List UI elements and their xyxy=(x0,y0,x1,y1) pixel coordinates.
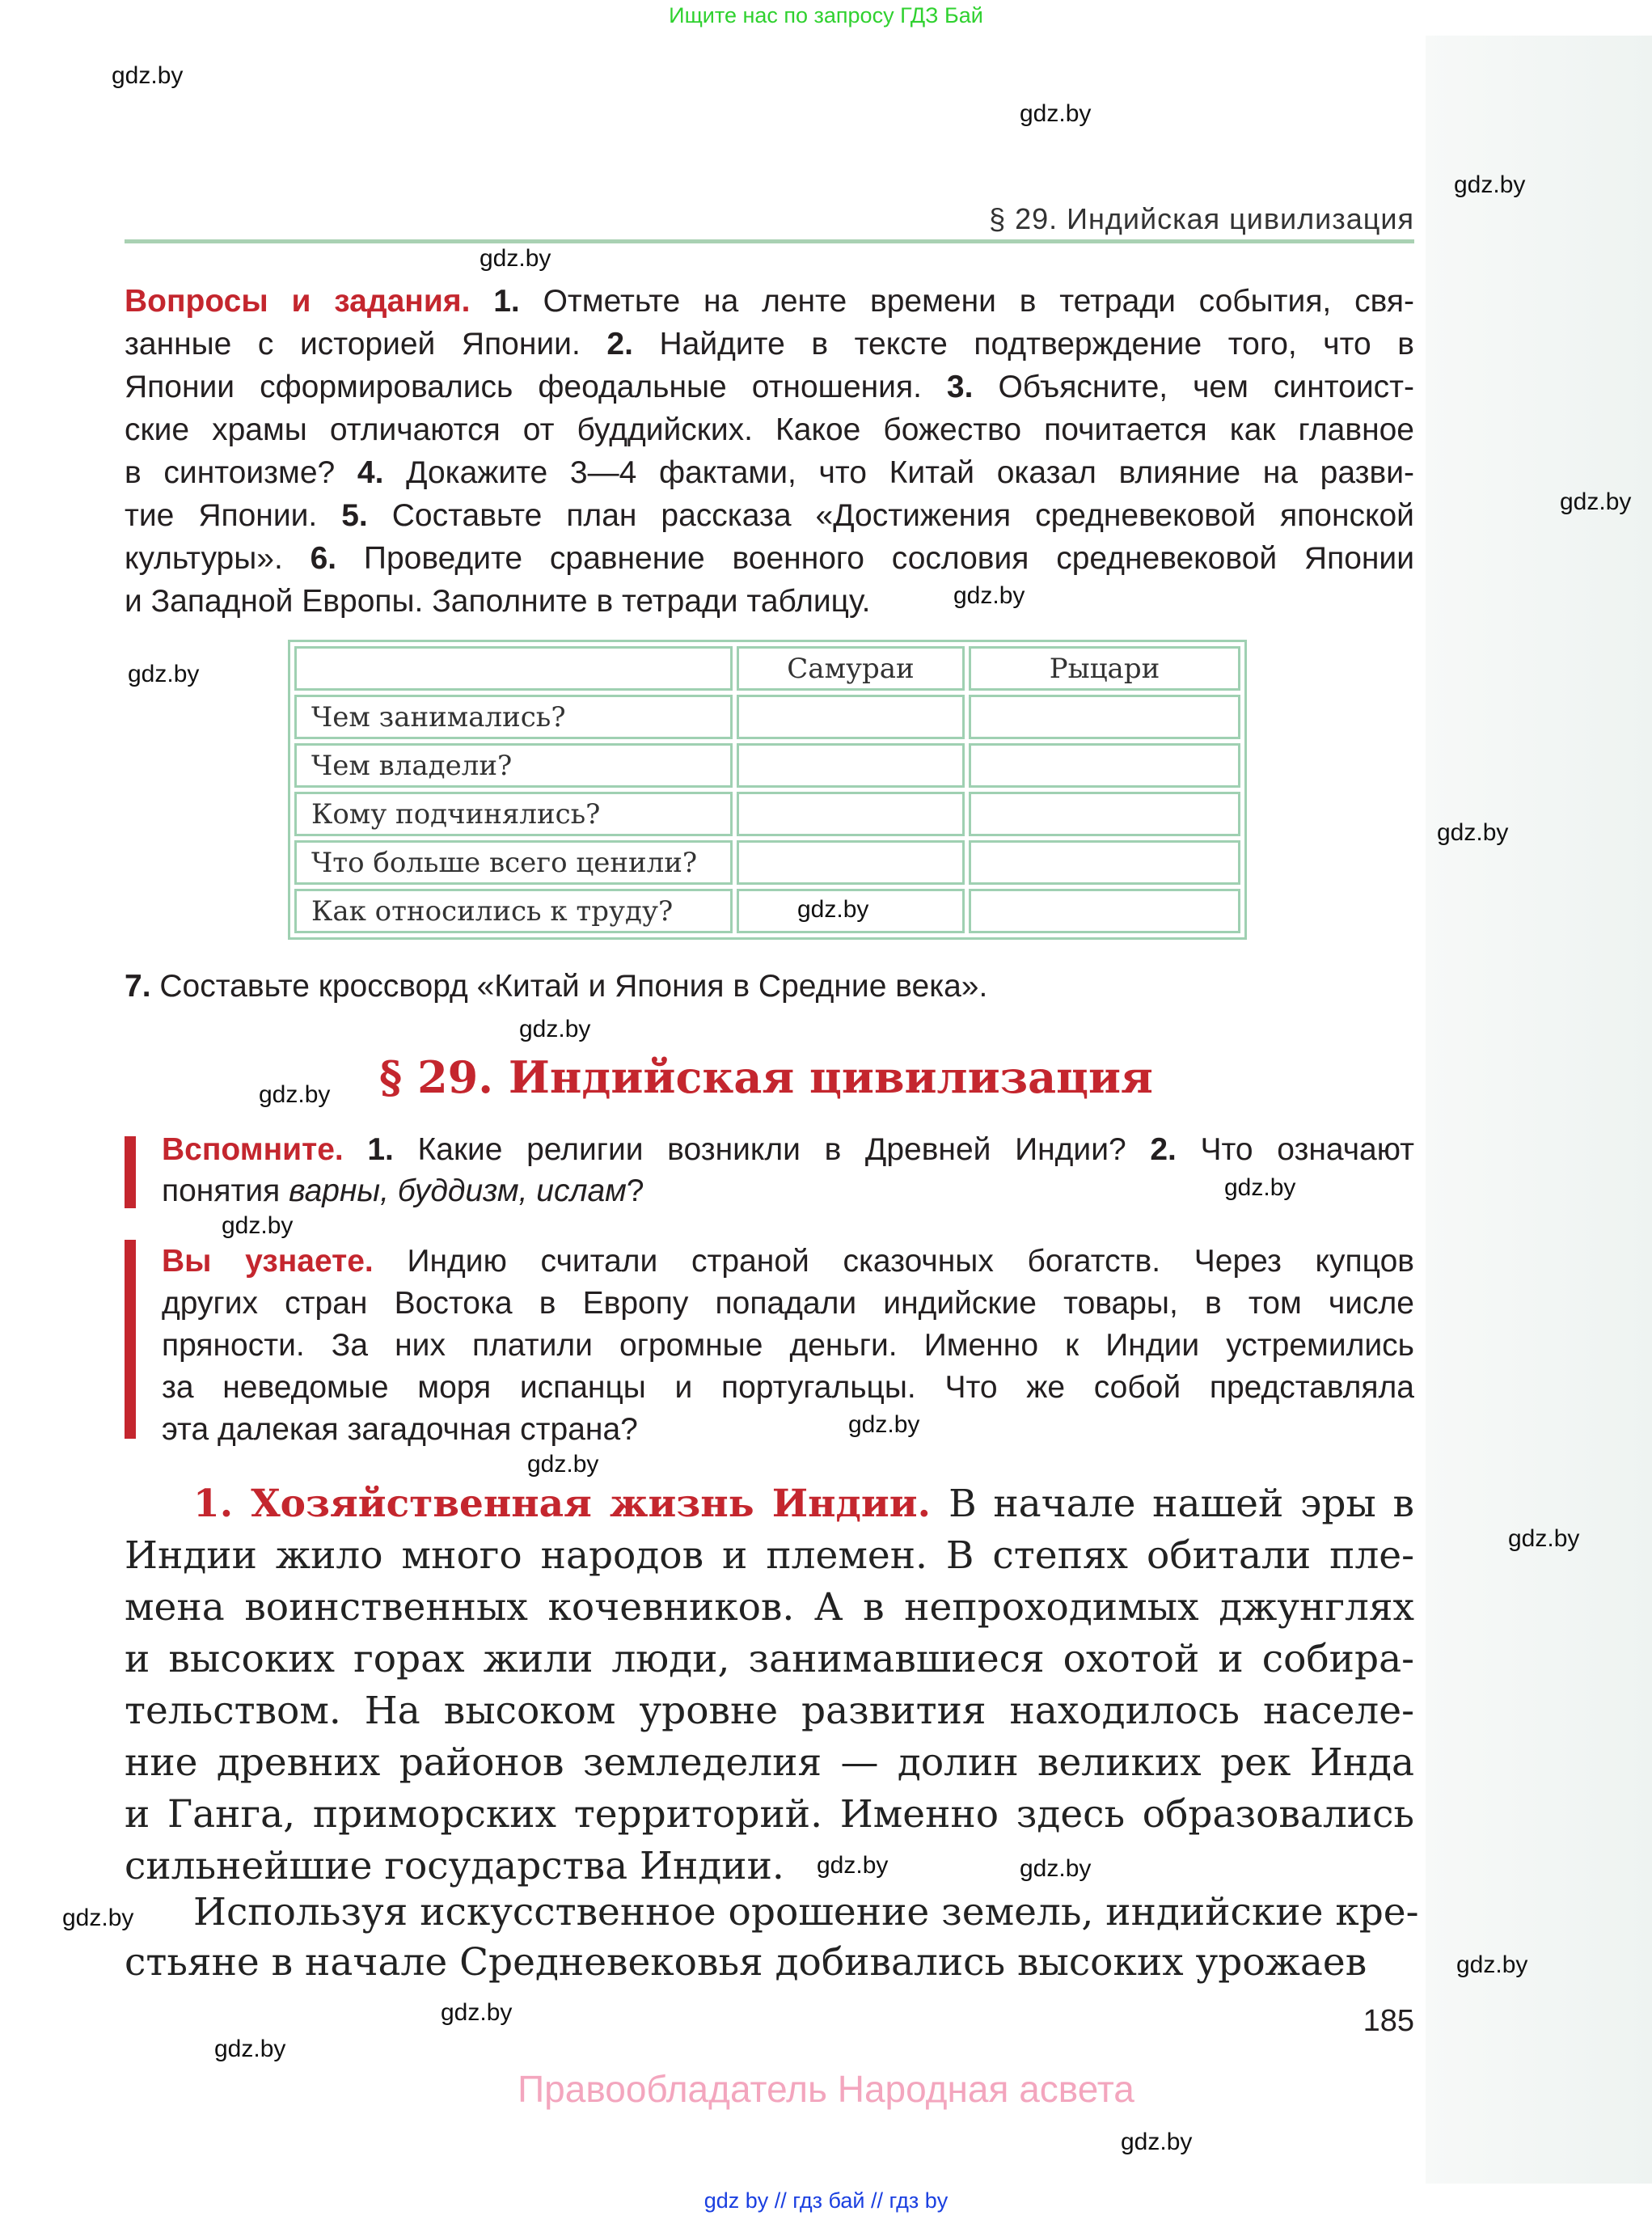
text-segment: Какие религии возникли в Древней Индии? xyxy=(417,1132,1151,1167)
watermark: gdz.by xyxy=(1508,1525,1580,1552)
text-segment: варны, буддизм, ислам xyxy=(289,1173,627,1208)
text-segment: тие Японии. xyxy=(125,498,342,533)
text-line xyxy=(125,1530,1414,1582)
learn-block xyxy=(162,1241,1414,1451)
text-line xyxy=(125,1582,1414,1634)
watermark: gdz.by xyxy=(1020,100,1092,127)
text-segment: Отметьте на ленте времени в тетради события, свя- xyxy=(543,284,1414,319)
text-line xyxy=(125,1938,1414,1988)
task-7-text: Составьте кроссворд «Китай и Япония в Средние века». xyxy=(159,969,988,1004)
row-question: Как относились к труду? xyxy=(294,889,733,933)
text-segment: Проведите сравнение военного сословия средневековой Японии xyxy=(363,541,1414,576)
samurai-cell xyxy=(737,743,965,788)
text-segment: и высоких горах жили люди, занимавшиеся охотой и собира- xyxy=(125,1637,1414,1681)
watermark: gdz.by xyxy=(1224,1174,1296,1201)
text-segment: Составьте план рассказа «Достижения средневековой японской xyxy=(391,498,1414,533)
section-heading: § 29. Индийская цивилизация xyxy=(379,1051,1153,1103)
text-segment: 2. xyxy=(606,327,660,362)
lead-in-label: Вопросы и задания. xyxy=(125,284,494,319)
text-line xyxy=(125,280,1414,323)
text-line xyxy=(125,580,1414,623)
text-segment: за неведомые моря испанцы и португальцы. Что же собой представляла xyxy=(162,1370,1414,1405)
text-segment: Японии сформировались феодальные отношения. xyxy=(125,370,947,404)
text-segment: и Западной Европы. Заполните в тетради таблицу. xyxy=(125,584,871,619)
text-segment: Что означают xyxy=(1200,1132,1414,1167)
copyright-notice: Правообладатель Народная асвета xyxy=(518,2068,1134,2110)
watermark: gdz.by xyxy=(480,245,551,272)
body-paragraph-2 xyxy=(125,1888,1419,1988)
text-line xyxy=(162,1367,1414,1409)
text-segment: эта далекая загадочная страна? xyxy=(162,1412,638,1447)
text-line xyxy=(125,323,1414,366)
watermark: gdz.by xyxy=(1454,171,1526,198)
text-segment: мена воинственных кочевников. А в непроходимых джунглях xyxy=(125,1585,1414,1630)
watermark: gdz.by xyxy=(259,1081,331,1108)
text-line xyxy=(125,408,1414,451)
knights-cell xyxy=(969,695,1240,739)
text-segment: тельством. На высоком уровне развития находилось населе- xyxy=(125,1689,1414,1733)
text-segment: 2. xyxy=(1150,1132,1201,1167)
remember-bar xyxy=(125,1136,136,1208)
text-segment: стьяне в начале Средневековья добивались высоких урожаев xyxy=(125,1940,1367,1985)
learn-bar xyxy=(125,1240,136,1439)
watermark: gdz.by xyxy=(112,62,184,89)
text-segment: Индии жило много народов и племен. В степях обитали пле- xyxy=(125,1533,1414,1578)
text-segment: ? xyxy=(626,1173,644,1208)
knights-cell xyxy=(969,889,1240,933)
watermark: gdz.by xyxy=(797,896,869,923)
top-banner[interactable]: Ищите нас по запросу ГДЗ Бай xyxy=(669,3,983,27)
watermark: gdz.by xyxy=(441,1999,513,2026)
knights-cell xyxy=(969,743,1240,788)
text-line xyxy=(125,1789,1414,1841)
knights-cell xyxy=(969,840,1240,885)
watermark: gdz.by xyxy=(1456,1951,1528,1978)
row-question: Чем занимались? xyxy=(294,695,733,739)
row-question: Кому подчинялись? xyxy=(294,792,733,836)
comparison-table xyxy=(288,640,1247,940)
text-segment: в синтоизме? xyxy=(125,455,357,490)
task-7-number: 7. xyxy=(125,969,151,1004)
text-segment: В начале нашей эры в xyxy=(949,1482,1415,1526)
lead-in-label: Вы узнаете. xyxy=(162,1244,408,1279)
text-segment: понятия xyxy=(162,1173,289,1208)
row-question: Что больше всего ценили? xyxy=(294,840,733,885)
table-row xyxy=(294,840,1240,885)
watermark: gdz.by xyxy=(222,1212,294,1239)
watermark: gdz.by xyxy=(953,582,1025,609)
text-segment: ние древних районов земледелия — долин великих рек Инда xyxy=(125,1740,1414,1785)
page-margin-shade xyxy=(1426,36,1652,2184)
watermark: gdz.by xyxy=(527,1451,599,1478)
text-line xyxy=(162,1325,1414,1367)
text-segment: других стран Востока в Европу попадали индийские товары, в том числе xyxy=(162,1286,1414,1321)
text-segment: Найдите в тексте подтверждение того, что в xyxy=(659,327,1414,362)
text-line xyxy=(162,1283,1414,1325)
text-segment: ские храмы отличаются от буддийских. Какое божество почитается как главное xyxy=(125,412,1414,447)
text-segment: 6. xyxy=(310,541,364,576)
text-line xyxy=(125,1478,1414,1530)
text-segment: и Ганга, приморских территорий. Именно здесь образовались xyxy=(125,1792,1414,1837)
text-segment: Объясните, чем синтоист- xyxy=(998,370,1414,404)
samurai-cell xyxy=(737,792,965,836)
lead-in-label: Вспомните. xyxy=(162,1132,368,1167)
knights-cell xyxy=(969,792,1240,836)
table-row xyxy=(294,792,1240,836)
watermark: gdz.by xyxy=(214,2036,286,2062)
text-line xyxy=(125,451,1414,494)
running-head: § 29. Индийская цивилизация xyxy=(989,202,1414,235)
table-row xyxy=(294,695,1240,739)
bottom-links[interactable]: gdz by // гдз бай // гдз by xyxy=(703,2188,949,2213)
table-header-row xyxy=(294,646,1240,691)
text-line xyxy=(125,1888,1419,1938)
text-line xyxy=(125,537,1414,580)
watermark: gdz.by xyxy=(62,1905,134,1931)
text-line xyxy=(125,1737,1414,1789)
watermark: gdz.by xyxy=(128,661,200,687)
watermark: gdz.by xyxy=(1560,488,1632,515)
text-segment: Используя искусственное орошение земель, индийские кре- xyxy=(193,1890,1419,1934)
watermark: gdz.by xyxy=(1121,2129,1193,2155)
lead-in-label: 1. Хозяйственная жизнь Индии. xyxy=(193,1482,949,1526)
text-segment: занные с историей Японии. xyxy=(125,327,607,362)
text-line xyxy=(125,1841,1414,1892)
table-row xyxy=(294,743,1240,788)
table-header-empty xyxy=(294,646,733,691)
text-line xyxy=(162,1129,1414,1170)
watermark: gdz.by xyxy=(848,1411,920,1438)
watermark: gdz.by xyxy=(1020,1855,1092,1882)
row-question: Чем владели? xyxy=(294,743,733,788)
table-header-knights: Рыцари xyxy=(969,646,1240,691)
text-segment: Индию считали страной сказочных богатств. Через купцов xyxy=(407,1244,1414,1279)
text-line xyxy=(125,1634,1414,1685)
page-number: 185 xyxy=(1363,2004,1414,2038)
text-line xyxy=(125,366,1414,408)
text-segment: 1. xyxy=(493,284,543,319)
body-paragraph-1 xyxy=(125,1478,1414,1892)
text-segment: пряности. За них платили огромные деньги. Именно к Индии устремились xyxy=(162,1328,1414,1363)
questions-block xyxy=(125,280,1414,623)
samurai-cell xyxy=(737,695,965,739)
text-segment: Докажите 3—4 фактами, что Китай оказал влияние на разви- xyxy=(406,455,1414,490)
table-header-samurai: Самураи xyxy=(737,646,965,691)
text-segment: 3. xyxy=(946,370,999,404)
text-segment: 4. xyxy=(357,455,407,490)
samurai-cell xyxy=(737,840,965,885)
table-row xyxy=(294,889,1240,933)
watermark: gdz.by xyxy=(519,1016,591,1042)
text-line xyxy=(162,1409,1414,1451)
watermark: gdz.by xyxy=(817,1852,889,1879)
text-line xyxy=(162,1241,1414,1283)
text-segment: культуры». xyxy=(125,541,311,576)
text-segment: 1. xyxy=(367,1132,418,1167)
text-line xyxy=(125,1685,1414,1737)
watermark: gdz.by xyxy=(1437,819,1509,846)
task-7 xyxy=(125,969,987,1004)
text-line xyxy=(125,494,1414,537)
header-rule xyxy=(125,239,1414,243)
text-segment: сильнейшие государства Индии. xyxy=(125,1844,784,1888)
text-segment: 5. xyxy=(341,498,392,533)
